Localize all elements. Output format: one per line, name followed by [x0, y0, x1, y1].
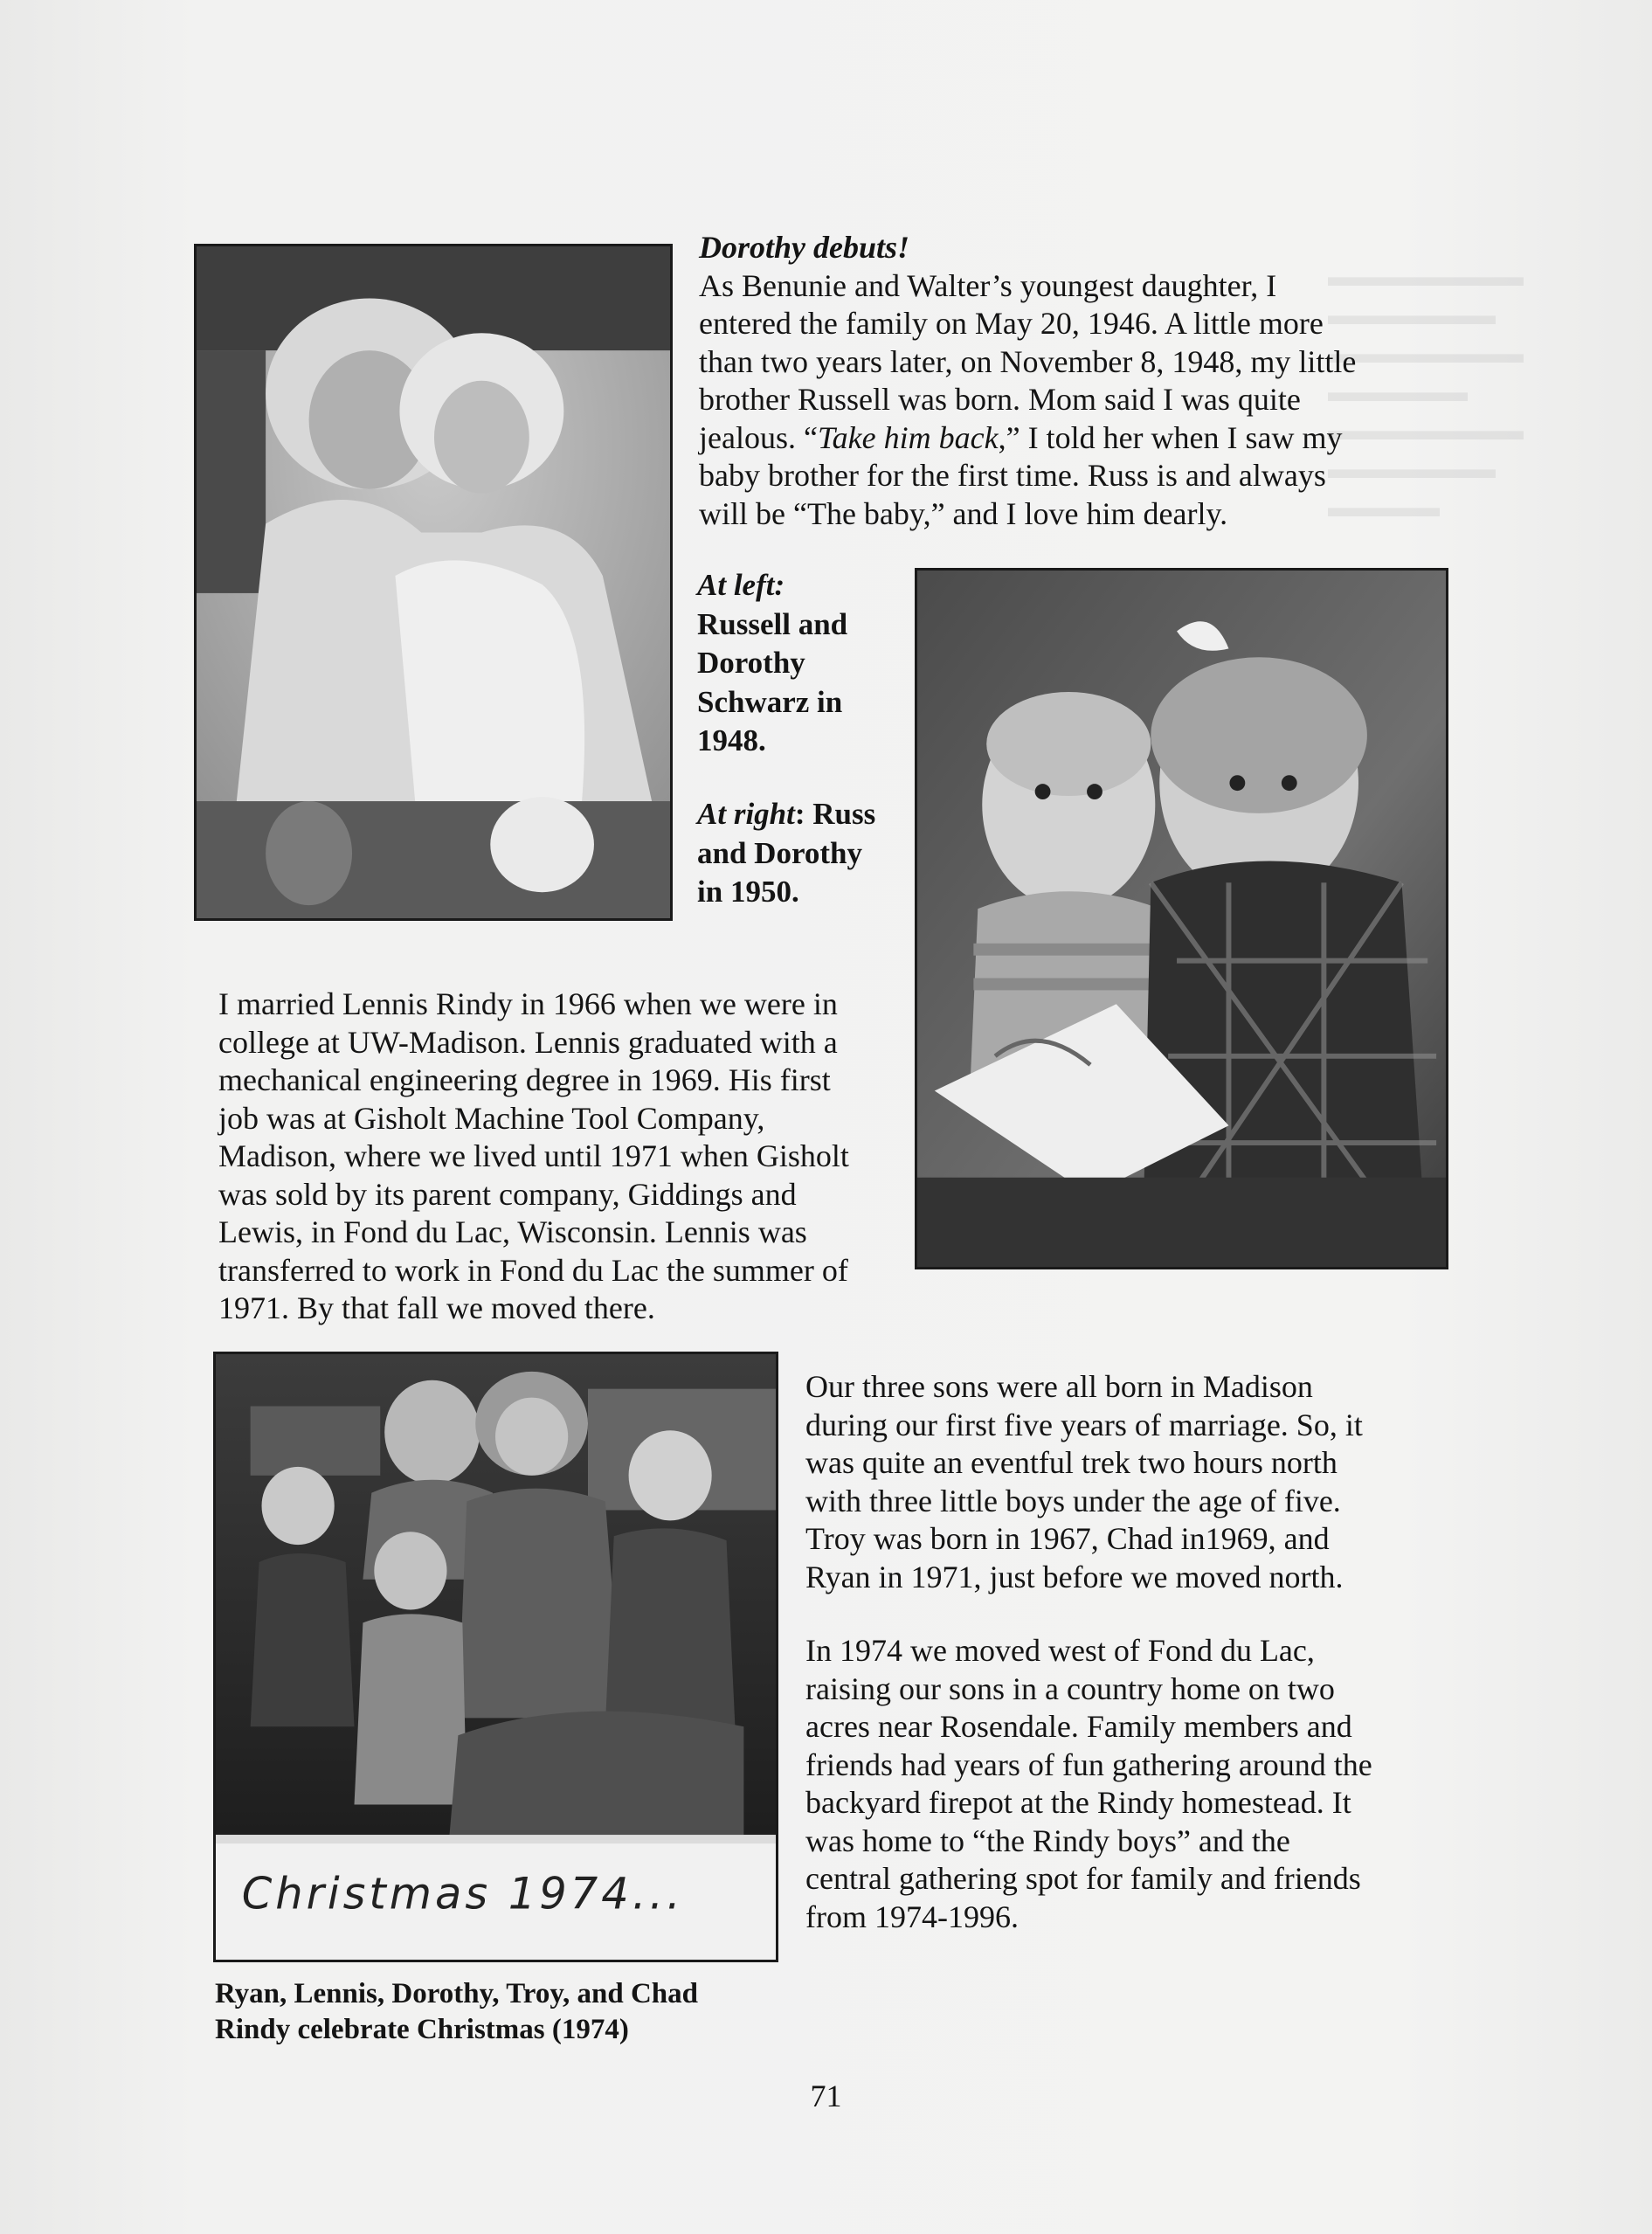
- caption-line: Ryan, Lennis, Dorothy, Troy, and Chad: [215, 1978, 698, 2009]
- paragraph-line: college at UW-Madison. Lennis graduated with a: [218, 1024, 838, 1060]
- caption-label-suffix: : Russ: [794, 797, 876, 831]
- intro-line: will be “The baby,” and I love him dearly.: [699, 495, 1228, 531]
- paragraph-line: Troy was born in 1967, Chad in1969, and: [805, 1521, 1330, 1556]
- intro-line: brother Russell was born. Mom said I was quite: [699, 382, 1301, 417]
- paragraph-line: Our three sons were all born in Madison: [805, 1369, 1313, 1404]
- paragraph-line: central gathering spot for family and friends: [805, 1861, 1361, 1896]
- intro-line: As Benunie and Walter’s youngest daughter, I: [699, 267, 1277, 303]
- paragraph-line: transferred to work in Fond du Lac the summer of: [218, 1252, 848, 1288]
- caption-line: in 1950.: [697, 875, 799, 909]
- page-number: 71: [810, 2078, 842, 2113]
- paragraph-line: raising our sons in a country home on two: [805, 1670, 1335, 1706]
- caption-line: 1948.: [697, 723, 766, 757]
- paragraph-line: mechanical engineering degree in 1969. His first: [218, 1062, 831, 1097]
- paragraph-line: during our first five years of marriage. So, it: [805, 1407, 1363, 1442]
- paragraph-line: I married Lennis Rindy in 1966 when we were in: [218, 986, 838, 1021]
- intro-quote: Take him back: [817, 419, 999, 455]
- paragraph-line: was sold by its parent company, Giddings and: [218, 1176, 797, 1212]
- paragraph-line: Lewis, in Fond du Lac, Wisconsin. Lennis was: [218, 1214, 807, 1249]
- caption-at-left: [697, 566, 898, 761]
- caption-line: Russell and: [697, 606, 848, 641]
- photo-russ-dorothy-1950: [915, 568, 1448, 1269]
- paragraph-line: was home to “the Rindy boys” and the: [805, 1822, 1290, 1858]
- homestead-paragraph: [805, 1632, 1487, 1936]
- caption-at-right: [697, 795, 916, 912]
- paragraph-line: In 1974 we moved west of Fond du Lac,: [805, 1633, 1315, 1668]
- section-heading: Dorothy debuts!: [699, 230, 910, 265]
- paragraph-line: backyard firepot at the Rindy homestead. It: [805, 1785, 1351, 1820]
- photo-christmas-1974: [213, 1352, 778, 1962]
- paragraph-line: job was at Gisholt Machine Tool Company,: [218, 1100, 765, 1136]
- caption-line: Rindy celebrate Christmas (1974): [215, 2014, 629, 2045]
- caption-line: Schwarz in: [697, 684, 843, 719]
- caption-line: Dorothy: [697, 646, 805, 680]
- photo-handwriting: Christmas 1974...: [241, 1868, 684, 1919]
- intro-line: entered the family on May 20, 1946. A little more: [699, 306, 1324, 341]
- caption-label: At right: [697, 797, 795, 831]
- intro-line: baby brother for the first time. Russ is and always: [699, 458, 1326, 493]
- paragraph-line: Madison, where we lived until 1971 when Gisholt: [218, 1138, 849, 1173]
- intro-text-block: [699, 229, 1415, 533]
- paragraph-line: 1971. By that fall we moved there.: [218, 1290, 655, 1325]
- intro-line: than two years later, on November 8, 1948, my little: [699, 343, 1357, 379]
- intro-line-end: ,” I told her when I saw my: [998, 419, 1343, 455]
- paragraph-line: was quite an eventful trek two hours north: [805, 1445, 1337, 1480]
- sons-paragraph: [805, 1368, 1487, 1596]
- paragraph-line: friends had years of fun gathering around the: [805, 1746, 1372, 1782]
- show-through-texture: ▬▬▬▬▬▬▬ ▬▬▬▬▬▬ ▬▬▬▬▬▬▬ ▬▬▬▬▬ ▬▬▬▬▬▬▬ ▬▬▬▬▬▬ ▬▬▬▬: [1328, 260, 1524, 522]
- paragraph-line: with three little boys under the age of five.: [805, 1483, 1341, 1518]
- caption-line: [697, 795, 916, 834]
- paragraph-line: from 1974-1996.: [805, 1899, 1019, 1934]
- caption-line: and Dorothy: [697, 835, 862, 870]
- marriage-paragraph: [218, 986, 900, 1328]
- caption-label: At left:: [697, 568, 785, 602]
- christmas-caption: [215, 1976, 826, 2048]
- intro-line-start: jealous. “: [699, 419, 818, 455]
- paragraph-line: acres near Rosendale. Family members and: [805, 1709, 1352, 1744]
- intro-line: [699, 419, 1415, 458]
- paragraph-line: Ryan in 1971, just before we moved north.: [805, 1559, 1344, 1594]
- photo-russell-dorothy-1948: [194, 244, 673, 921]
